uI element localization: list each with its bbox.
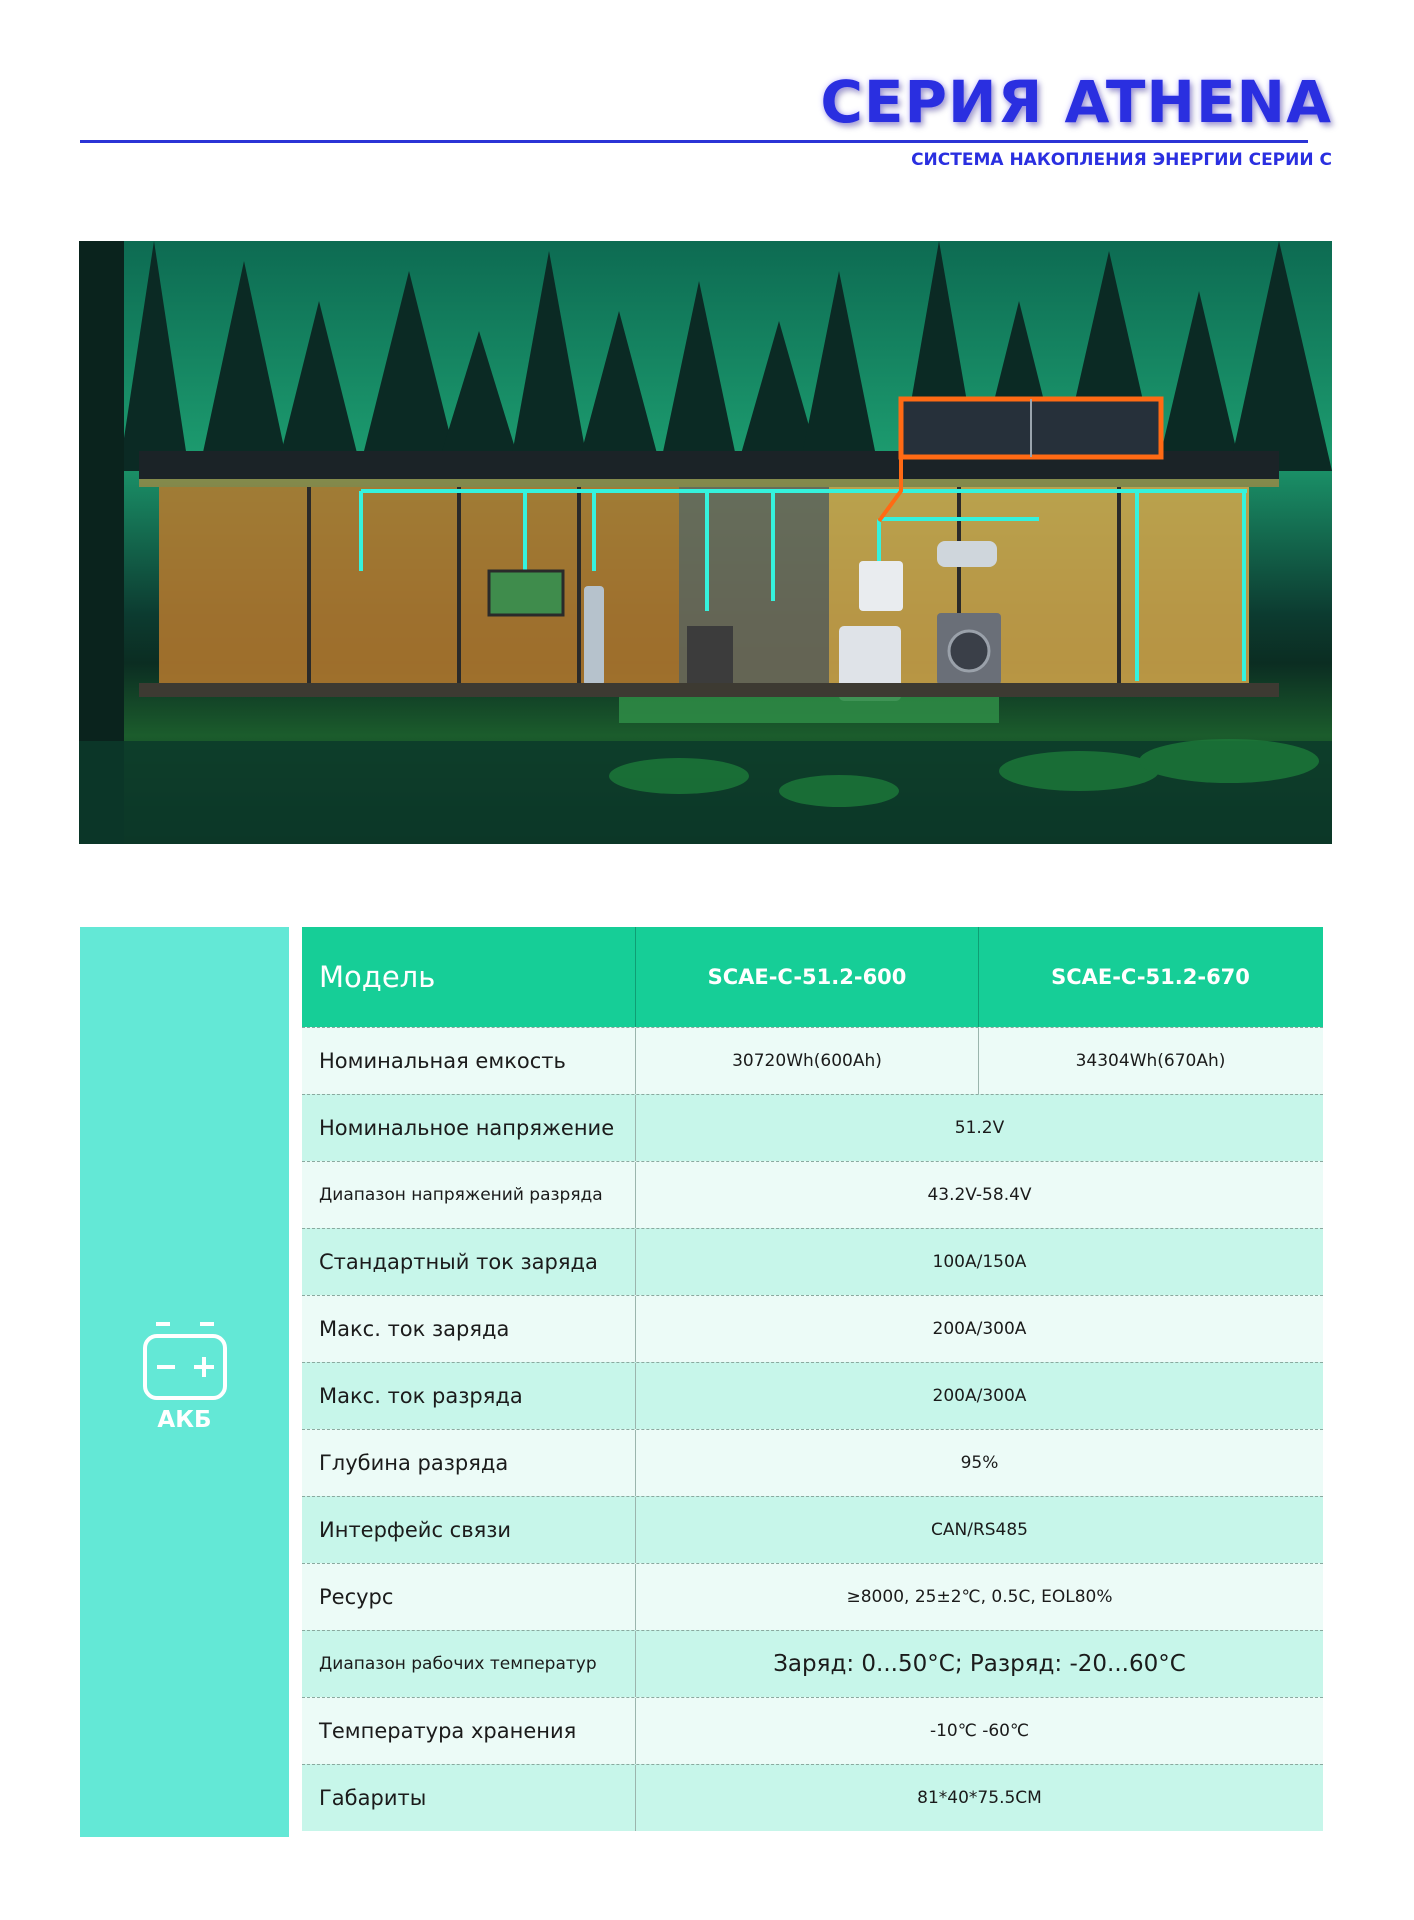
house-energy-scene [79, 241, 1332, 844]
table-row [302, 1362, 1323, 1429]
row-label: Температура хранения [302, 1698, 636, 1764]
series-subtitle: СИСТЕМА НАКОПЛЕНИЯ ЭНЕРГИИ СЕРИИ С [911, 150, 1332, 170]
table-row [302, 1094, 1323, 1161]
air-conditioner [584, 586, 604, 686]
table-row [302, 1027, 1323, 1094]
table-row [302, 1161, 1323, 1228]
table-row [302, 1563, 1323, 1630]
row-label: Стандартный ток заряда [302, 1229, 636, 1295]
battery-label: АКБ [157, 1407, 212, 1433]
row-value: CAN/RS485 [931, 1520, 1028, 1540]
row-label: Макс. ток разряда [302, 1363, 636, 1429]
row-label: Макс. ток заряда [302, 1296, 636, 1362]
row-value: 100A/150A [932, 1252, 1027, 1272]
row-value: 81*40*75.5CM [917, 1788, 1042, 1808]
model-1-header: SCAE-C-51.2-600 [636, 927, 979, 1027]
row-value-model-2: 34304Wh(670Ah) [1075, 1051, 1226, 1071]
wall-painting [489, 571, 563, 615]
table-row [302, 1697, 1323, 1764]
table-row [302, 1496, 1323, 1563]
spec-table [302, 927, 1323, 1831]
table-row [302, 1228, 1323, 1295]
row-label: Габариты [302, 1765, 636, 1831]
row-value-model-1: 30720Wh(600Ah) [636, 1028, 979, 1094]
row-value: 200A/300A [932, 1386, 1027, 1406]
table-header-row [302, 927, 1323, 1027]
model-2-header: SCAE-C-51.2-670 [1051, 965, 1250, 989]
row-value: ≥8000, 25±2℃, 0.5C, EOL80% [846, 1587, 1113, 1607]
table-row [302, 1630, 1323, 1697]
row-value: Заряд: 0...50°C; Разряд: -20...60°C [773, 1651, 1186, 1677]
table-row [302, 1764, 1323, 1831]
row-value: 43.2V-58.4V [927, 1185, 1032, 1205]
row-label: Диапазон напряжений разряда [302, 1162, 636, 1228]
inverter [859, 561, 903, 611]
terrace-steps [619, 697, 999, 723]
header-divider [80, 140, 1308, 143]
side-panel [80, 927, 289, 1837]
row-label: Интерфейс связи [302, 1497, 636, 1563]
table-row [302, 1429, 1323, 1496]
row-value: 51.2V [954, 1118, 1005, 1138]
row-label: Диапазон рабочих температур [302, 1631, 636, 1697]
row-value: 95% [960, 1453, 999, 1473]
model-header: Модель [302, 927, 636, 1027]
water-heater [937, 541, 997, 567]
table-row [302, 1295, 1323, 1362]
battery-icon [142, 1322, 228, 1404]
row-label: Номинальная емкость [302, 1028, 636, 1094]
luggage [687, 626, 733, 686]
hero-illustration [79, 241, 1332, 844]
series-title: СЕРИЯ ATHENA [820, 68, 1332, 136]
row-value: -10℃ -60℃ [929, 1721, 1030, 1741]
row-label: Глубина разряда [302, 1430, 636, 1496]
row-label: Номинальное напряжение [302, 1095, 636, 1161]
row-label: Ресурс [302, 1564, 636, 1630]
row-value: 200A/300A [932, 1319, 1027, 1339]
